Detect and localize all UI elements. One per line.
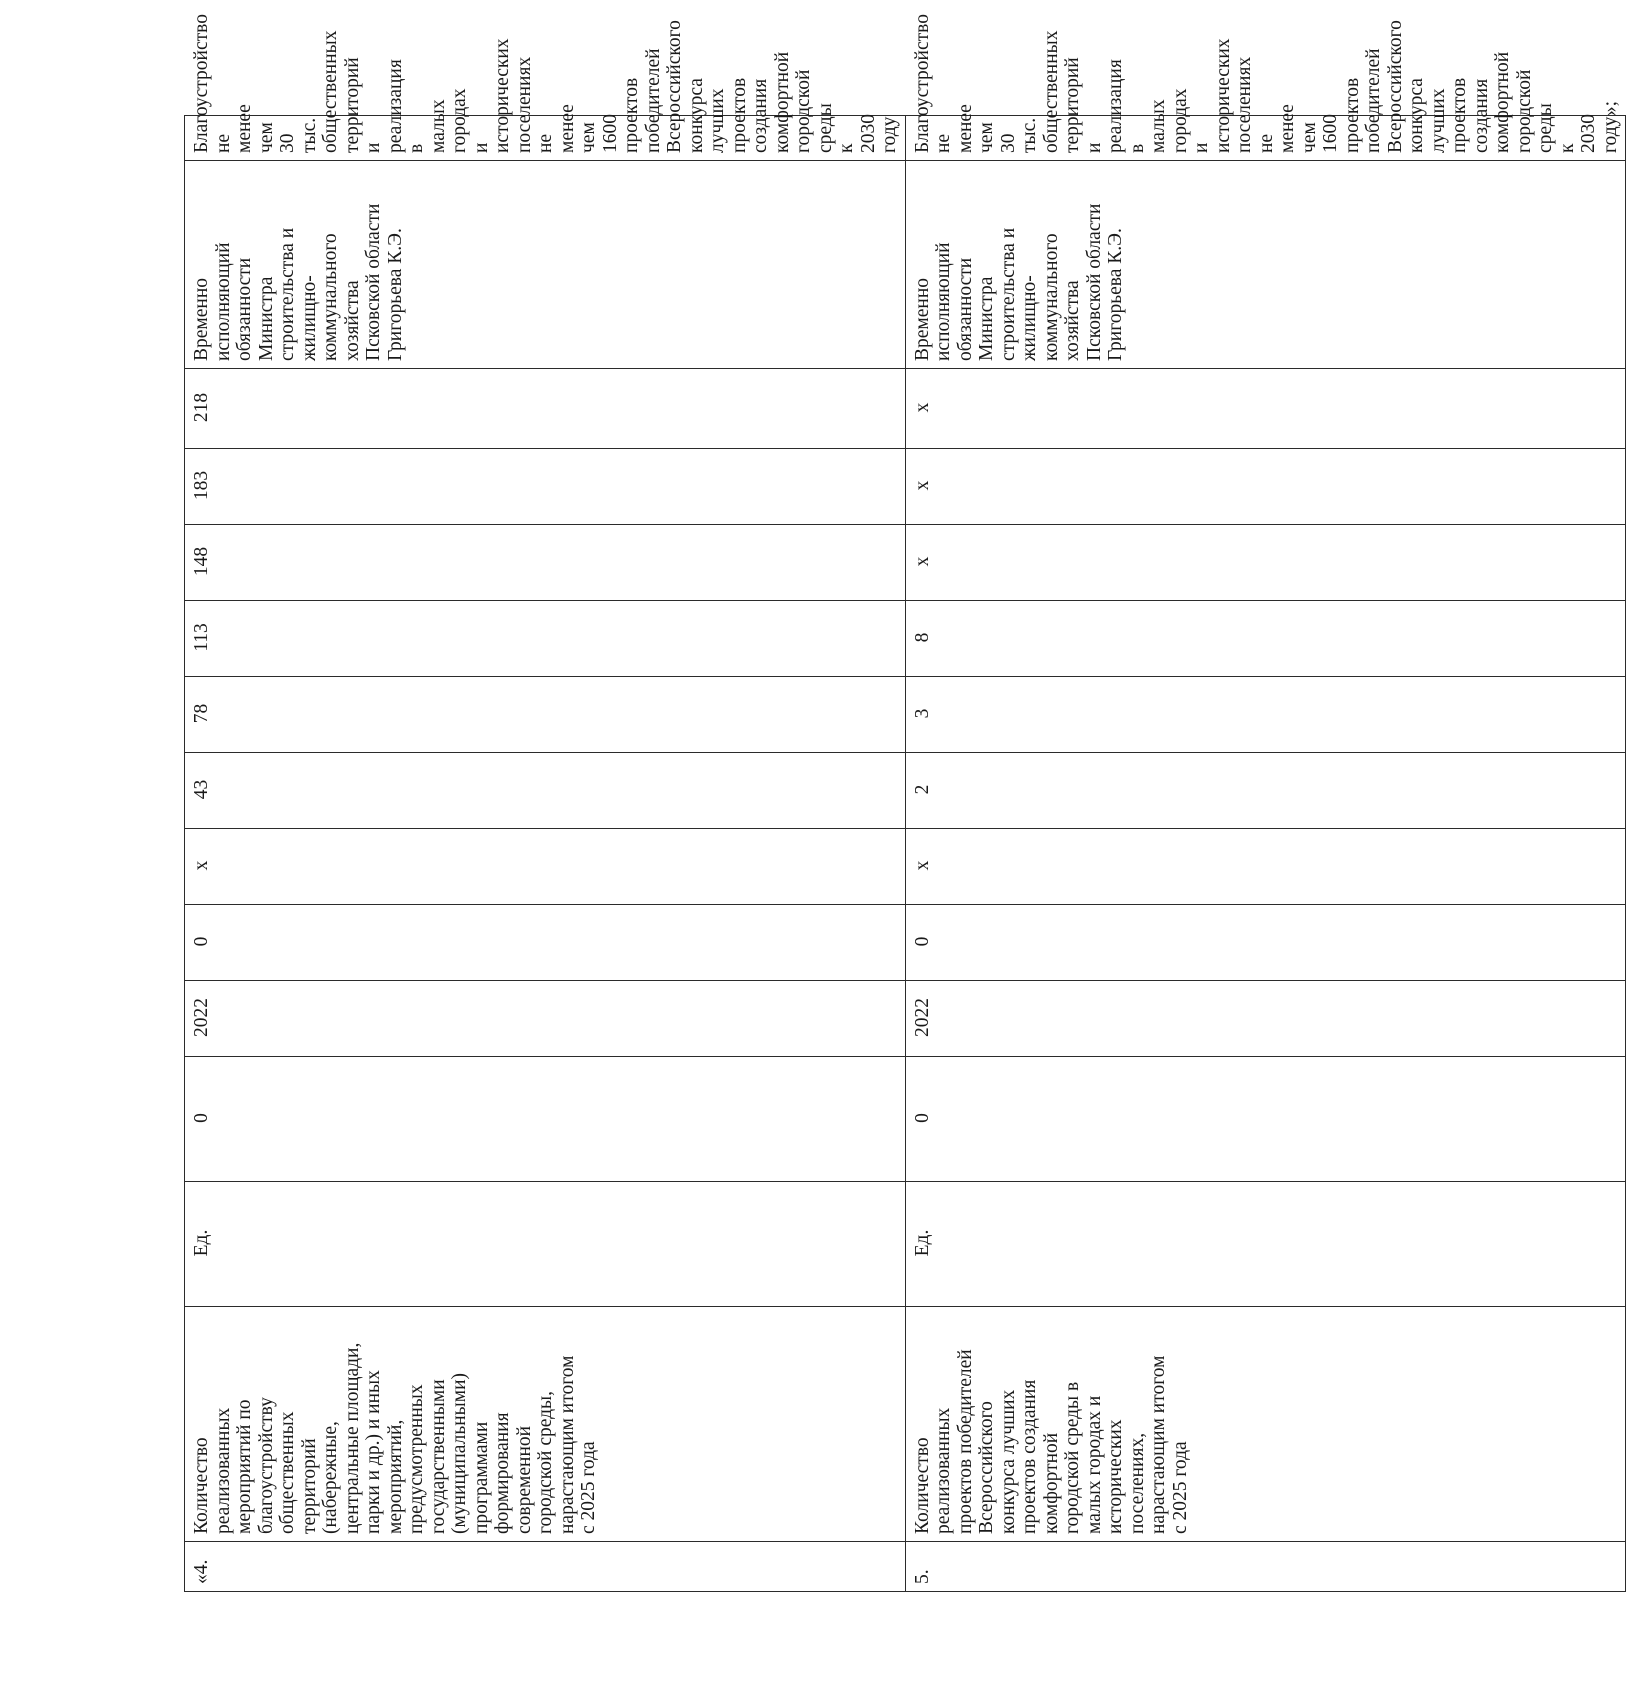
value-cell: 2 — [905, 753, 1626, 829]
base-year-cell: 2022 — [905, 981, 1626, 1057]
value-cell: x — [905, 449, 1626, 525]
value-cell: 148 — [185, 525, 906, 601]
indicators-table — [184, 14, 1626, 1592]
base-value-cell: 0 — [905, 1057, 1626, 1182]
responsible-person: Временно исполняющий обязанности Министра строительства и жилищно- коммунального хозяйства Псковской области Григорьева К.Э. — [185, 161, 906, 369]
value-cell: 8 — [905, 601, 1626, 677]
base-value-cell: 0 — [185, 1057, 906, 1182]
unit-cell: Ед. — [905, 1182, 1626, 1307]
value-cell: 0 — [185, 905, 906, 981]
value-cell: 113 — [185, 601, 906, 677]
unit-cell: Ед. — [185, 1182, 906, 1307]
table-row-4 — [185, 116, 906, 1592]
value-cell: 78 — [185, 677, 906, 753]
value-cell: x — [185, 829, 906, 905]
value-cell: 3 — [905, 677, 1626, 753]
value-cell: 218 — [185, 369, 906, 449]
value-cell: 0 — [905, 905, 1626, 981]
table-row-5 — [905, 116, 1626, 1592]
value-cell: x — [905, 369, 1626, 449]
row-number: «4. — [185, 1542, 906, 1592]
responsible-person: Временно исполняющий обязанности Министра строительства и жилищно- коммунального хозяйства Псковской области Григорьева К.Э. — [905, 161, 1626, 369]
indicator-name: Количество реализованных мероприятий по благоустройству общественных территорий (набережные, центральные площади, парки и др.) и иных мероприятий, предусмотренных государственными (муниципальными) программами формирования современной городской среды, нарастающим итогом с 2025 года — [185, 1307, 906, 1542]
value-cell: x — [905, 525, 1626, 601]
rotated-page-content — [184, 14, 1621, 1592]
row-number: 5. — [905, 1542, 1626, 1592]
base-year-cell: 2022 — [185, 981, 906, 1057]
expected-result: Благоустройство не менее чем 30 тыс. общественных территорий и реализация в малых городах и исторических поселениях не менее чем 1600 проектов победителей Всероссийского конкурса лучших проектов создания комфортной городской среды к 2030 году»; — [905, 116, 1626, 161]
expected-result: Благоустройство не менее чем 30 тыс. общественных территорий и реализация в малых городах и исторических поселениях не менее чем 1600 проектов победителей Всероссийского конкурса лучших проектов создания комфортной городской среды к 2030 году — [185, 116, 906, 161]
value-cell: 43 — [185, 753, 906, 829]
value-cell: 183 — [185, 449, 906, 525]
indicator-name: Количество реализованных проектов победителей Всероссийского конкурса лучших проектов создания комфортной городской среды в малых городах и исторических поселениях, нарастающим итогом с 2025 года — [905, 1307, 1626, 1542]
value-cell: x — [905, 829, 1626, 905]
